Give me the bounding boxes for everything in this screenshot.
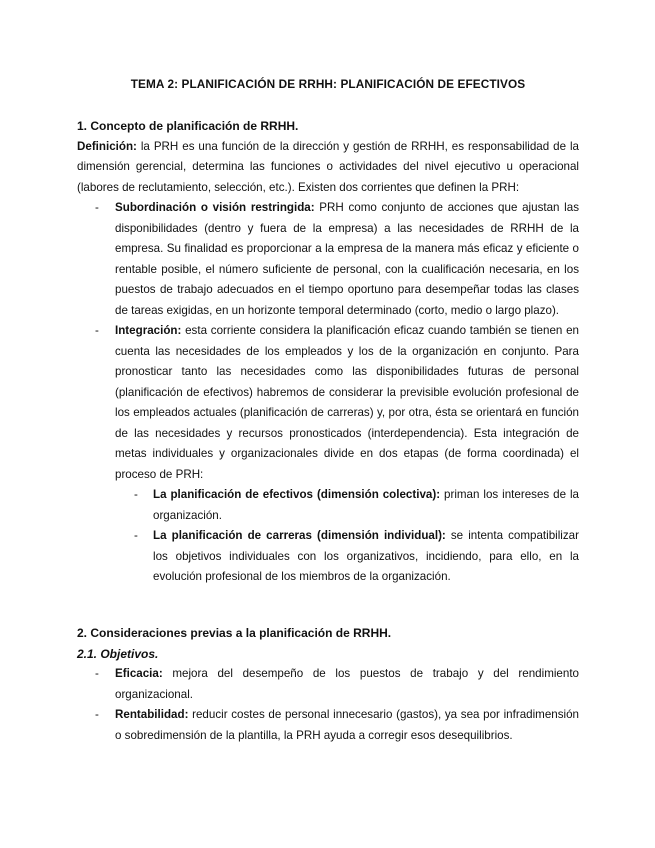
bullet-label: Subordinación o visión restringida: bbox=[115, 201, 315, 214]
subsection-heading-objetivos: 2.1. Objetivos. bbox=[77, 646, 159, 661]
definition-text: la PRH es una función de la dirección y gestión de RRHH, es responsabilidad de la dimensión gerencial, determina las funciones o actividades del nivel ejecutivo u operacional (labores de reclutamiento, selección, etc.). Existen dos corrientes que definen la PRH: bbox=[77, 139, 579, 194]
section-concepto bbox=[77, 116, 579, 588]
bullet-dash: - bbox=[95, 201, 99, 214]
bullet-dash: - bbox=[134, 488, 138, 501]
section-heading-consideraciones: 2. Consideraciones previas a la planificación de RRHH. bbox=[77, 626, 392, 640]
list-item-integracion bbox=[77, 321, 579, 485]
bullet-text: esta corriente considera la planificación eficaz cuando también se tienen en cuenta las necesidades de los empleados y los de la organización en conjunto. Para pronosticar tanto las necesidades como las disponibilidades futuras de personal (planificación de efectivos) habremos de considerar la previsible evolución profesional de los empleados actuales (planificación de carreras) y, por otra, ésta se orientará en función de las necesidades y recursos pronosticados (interdependencia). Esta integración de metas individuales y organizacionales divide en dos etapas (de forma coordinada) el proceso de PRH: bbox=[115, 324, 579, 481]
bullet-dash: - bbox=[95, 324, 99, 337]
definition-label: Definición: bbox=[77, 139, 137, 153]
bullet-label: Eficacia: bbox=[115, 667, 163, 680]
bullet-text: se intenta compatibilizar los objetivos individuales con los organizativos, incidiendo, para ello, en la evolución profesional de los miembros de la organización. bbox=[153, 529, 579, 583]
list-item-rentabilidad bbox=[77, 705, 579, 746]
bullet-label: La planificación de efectivos (dimensión colectiva): bbox=[153, 488, 441, 501]
list-item-planificacion-carreras bbox=[77, 526, 579, 588]
list-item-eficacia bbox=[77, 664, 579, 705]
bullet-dash: - bbox=[95, 667, 99, 680]
bullet-text: priman los intereses de la organización. bbox=[153, 488, 579, 522]
definition-paragraph bbox=[77, 137, 579, 199]
bullet-dash: - bbox=[134, 529, 138, 542]
section-consideraciones bbox=[77, 623, 579, 746]
bullet-text: PRH como conjunto de acciones que ajustan las disponibilidades (dentro y fuera de la empresa) a las necesidades de RRHH de la empresa. Su finalidad es proporcionar a la empresa de la manera más eficaz y eficiente o rentable posible, el número suficiente de personal, con la cualificación necesaria, en los puestos de trabajo adecuados en el tiempo oportuno para desempeñar todas las clases de tareas exigidas, en un horizonte temporal determinado (corto, medio o largo plazo). bbox=[115, 201, 579, 317]
bullet-label: Integración: bbox=[115, 324, 182, 337]
bullet-text: reducir costes de personal innecesario (gastos), ya sea por infradimensión o sobredimensión de la plantilla, la PRH ayuda a corregir esos desequilibrios. bbox=[115, 708, 579, 742]
list-item-subordinacion bbox=[77, 198, 579, 321]
bullet-label: La planificación de carreras (dimensión individual): bbox=[153, 529, 446, 542]
list-item-planificacion-efectivos bbox=[77, 485, 579, 526]
bullet-dash: - bbox=[95, 708, 99, 721]
document-title: TEMA 2: PLANIFICACIÓN DE RRHH: PLANIFICACIÓN DE EFECTIVOS bbox=[130, 77, 526, 91]
bullet-label: Rentabilidad: bbox=[115, 708, 189, 721]
section-heading-concepto: 1. Concepto de planificación de RRHH. bbox=[77, 119, 299, 133]
bullet-text: mejora del desempeño de los puestos de trabajo y del rendimiento organizacional. bbox=[115, 667, 579, 701]
